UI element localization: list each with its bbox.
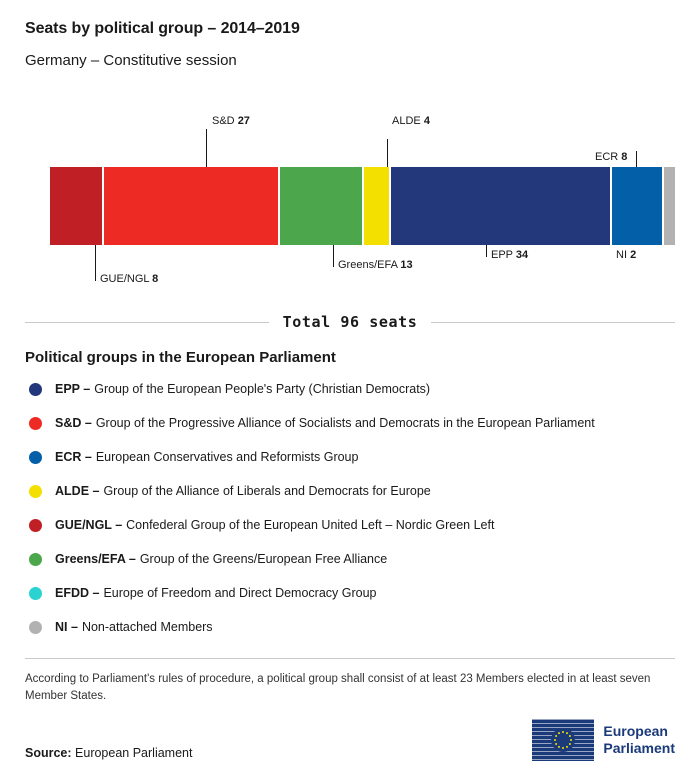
ep-flag-icon [532, 719, 594, 761]
annotation-ecr-value: 8 [621, 151, 628, 163]
annotation-sd-label: S&D [212, 115, 235, 127]
total-seats-row [25, 311, 675, 333]
annotation-sd-value: 27 [237, 115, 250, 127]
legend-heading: Political groups in the European Parliament [25, 349, 336, 366]
legend-item-ni[interactable] [25, 610, 675, 644]
total-seats-label: Total 96 seats [269, 313, 432, 331]
annotation-ecr-label: ECR [595, 151, 619, 163]
annotation-greens-efa [338, 259, 413, 271]
annotation-gue-ngl-value: 8 [152, 273, 159, 285]
leader-line-epp [486, 245, 487, 257]
legend-abbr-sd: S&D – [55, 416, 92, 430]
bar-segment-alde[interactable] [362, 167, 388, 245]
legend-item-gue-ngl[interactable] [25, 508, 675, 542]
annotation-ni-label: NI [616, 249, 627, 261]
bar-segment-gue-ngl[interactable] [50, 167, 102, 245]
european-parliament-logo [532, 719, 675, 761]
annotation-gue-ngl [100, 273, 158, 285]
legend-name-efdd: Europe of Freedom and Direct Democracy Group [103, 586, 377, 600]
annotation-greens-efa-label: Greens/EFA [338, 259, 398, 271]
legend-name-sd: Group of the Progressive Alliance of Socialists and Democrats in the European Parliament [95, 416, 595, 430]
legend-item-epp[interactable] [25, 372, 675, 406]
legend-name-alde: Group of the Alliance of Liberals and Democrats for Europe [103, 484, 431, 498]
annotation-alde-label: ALDE [392, 115, 421, 127]
legend-color-dot-ni [29, 621, 42, 634]
legend-abbr-gue-ngl: GUE/NGL – [55, 518, 123, 532]
legend-abbr-efdd: EFDD – [55, 586, 100, 600]
legend-name-greens-efa: Group of the Greens/European Free Alliance [139, 552, 388, 566]
legend-name-epp: Group of the European People's Party (Christian Democrats) [94, 382, 431, 396]
annotation-ecr [595, 151, 627, 163]
legend-color-dot-epp [29, 383, 42, 396]
bar-segment-epp[interactable] [389, 167, 610, 245]
bar-segment-sd[interactable] [102, 167, 278, 245]
ep-stars-icon [552, 729, 574, 751]
legend-color-dot-alde [29, 485, 42, 498]
annotation-alde-value: 4 [423, 115, 430, 127]
legend-name-ni: Non-attached Members [81, 620, 213, 634]
leader-line-ecr [636, 151, 637, 167]
source-value: European Parliament [75, 746, 193, 761]
legend-name-gue-ngl: Confederal Group of the European United Left – Nordic Green Left [126, 518, 495, 532]
legend-item-efdd[interactable] [25, 576, 675, 610]
legend-abbr-alde: ALDE – [55, 484, 100, 498]
annotation-epp-label: EPP [491, 249, 513, 261]
legend [25, 372, 675, 644]
leader-line-alde [387, 139, 388, 167]
page-subtitle: Germany – Constitutive session [25, 52, 237, 69]
bar-segment-greens-efa[interactable] [278, 167, 363, 245]
annotation-epp [491, 249, 528, 261]
legend-color-dot-gue-ngl [29, 519, 42, 532]
legend-item-sd[interactable] [25, 406, 675, 440]
legend-abbr-ecr: ECR – [55, 450, 92, 464]
ep-wordmark [603, 723, 675, 758]
leader-line-greens-efa [333, 245, 334, 267]
source-label: Source: [25, 746, 72, 761]
bar-segment-ecr[interactable] [610, 167, 662, 245]
ep-wordmark-line2: Parliament [603, 740, 675, 756]
legend-item-alde[interactable] [25, 474, 675, 508]
legend-color-dot-sd [29, 417, 42, 430]
seats-bar-chart [25, 107, 675, 297]
legend-color-dot-ecr [29, 451, 42, 464]
ep-wordmark-line1: European [603, 722, 668, 739]
legend-abbr-greens-efa: Greens/EFA – [55, 552, 136, 566]
legend-item-ecr[interactable] [25, 440, 675, 474]
annotation-ni [616, 249, 636, 261]
legend-color-dot-efdd [29, 587, 42, 600]
leader-line-gue-ngl [95, 245, 96, 281]
page-title: Seats by political group – 2014–2019 [25, 20, 300, 37]
annotation-gue-ngl-label: GUE/NGL [100, 273, 150, 285]
legend-color-dot-greens-efa [29, 553, 42, 566]
annotation-sd [212, 115, 250, 127]
annotation-greens-efa-value: 13 [400, 259, 413, 271]
bar-segment-ni[interactable] [662, 167, 675, 245]
legend-abbr-ni: NI – [55, 620, 78, 634]
legend-name-ecr: European Conservatives and Reformists Group [95, 450, 359, 464]
legend-item-greens-efa[interactable] [25, 542, 675, 576]
footer-divider [25, 658, 675, 659]
annotation-epp-value: 34 [515, 249, 529, 261]
leader-line-sd [206, 129, 207, 167]
legend-abbr-epp: EPP – [55, 382, 91, 396]
annotation-alde [392, 115, 430, 127]
stacked-bar [50, 167, 675, 245]
rules-note: According to Parliament's rules of procedure, a political group shall consist of at least 23 Members elected in at least seven Member States. [25, 673, 651, 702]
annotation-ni-value: 2 [630, 249, 637, 261]
